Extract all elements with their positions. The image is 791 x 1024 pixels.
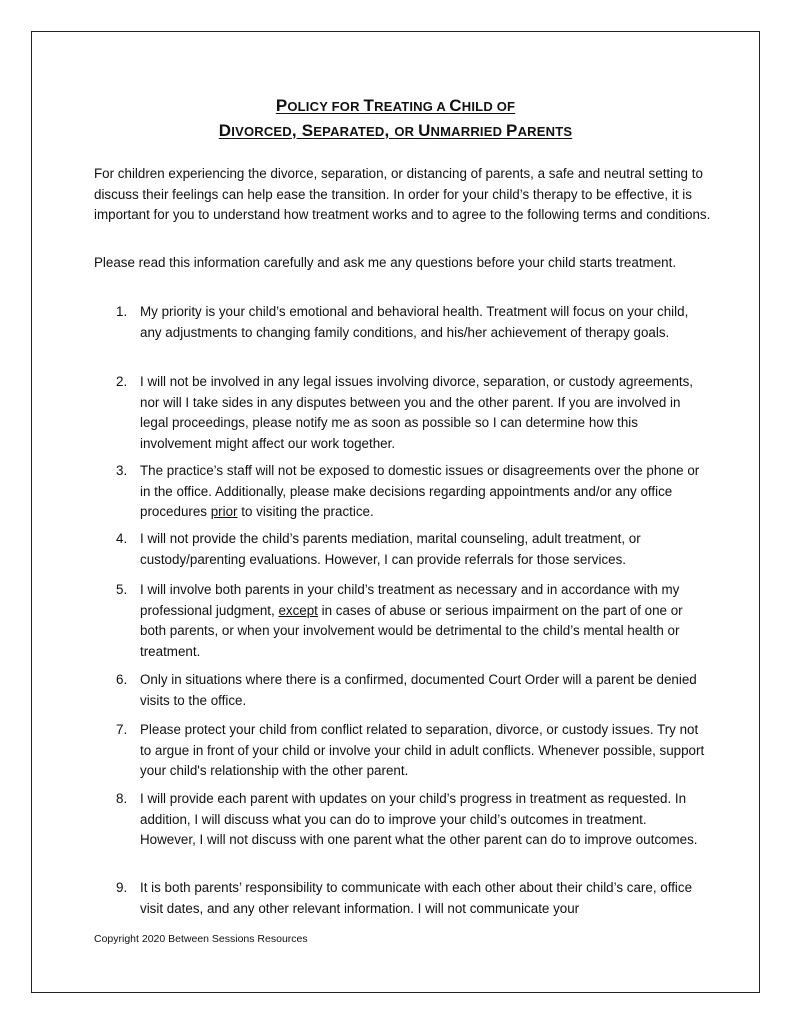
- item-text: Only in situations where there is a confirmed, documented Court Order will a parent be denied visits to the office.: [140, 672, 697, 708]
- list-item: [116, 529, 706, 570]
- item-text: It is both parents’ responsibility to communicate with each other about their child’s care, office visit dates, and any other relevant information. I will not communicate your: [140, 880, 693, 916]
- list-item: [116, 372, 706, 454]
- list-item: [116, 878, 706, 919]
- list-item: [116, 580, 706, 662]
- item-text: My priority is your child’s emotional and behavioral health. Treatment will focus on your child, any adjustments to changing family conditions, and his/her achievement of therapy goals.: [140, 304, 689, 340]
- item-number: 3.: [116, 463, 128, 478]
- item-number: 7.: [116, 722, 128, 737]
- underlined-word: except: [278, 602, 318, 618]
- instructions-paragraph: Please read this information carefully and ask me any questions before your child starts treatment.: [94, 255, 677, 270]
- item-text: I will involve both parents in your child’s treatment as necessary and in accordance with my professional judgment, except in cases of abuse or serious impairment on the part of one or both parents, or when your involvement would be detrimental to the child’s mental health or treatment.: [140, 582, 683, 659]
- item-number: 6.: [116, 672, 128, 687]
- list-item: [116, 720, 706, 782]
- list-item: [116, 789, 706, 851]
- list-item: [116, 302, 706, 343]
- copyright-footer: Copyright 2020 Between Sessions Resources: [94, 933, 308, 945]
- item-text: I will not provide the child’s parents mediation, marital counseling, adult treatment, or custody/parenting evaluations. However, I can provide referrals for those services.: [140, 531, 641, 567]
- intro-paragraph: For children experiencing the divorce, separation, or distancing of parents, a safe and neutral setting to discuss their feelings can help ease the transition. In order for your child’s therapy to be effective, it is important for you to understand how treatment works and to agree to the following terms and conditions.: [94, 166, 711, 222]
- underlined-word: prior: [210, 504, 238, 519]
- item-text: The practice’s staff will not be exposed to domestic issues or disagreements over the phone or in the office. Additionally, please make decisions regarding appointments and/or any office procedures prior to visiting the practice.: [140, 463, 700, 519]
- document-title-line-1: POLICY FOR TREATING A CHILD OF: [275, 96, 516, 115]
- document-title-line-2: DIVORCED, SEPARATED, OR UNMARRIED PARENTS: [218, 121, 573, 140]
- item-number: 4.: [116, 531, 128, 546]
- item-number: 8.: [116, 791, 128, 806]
- item-number: 2.: [116, 374, 128, 389]
- item-text: I will not be involved in any legal issues involving divorce, separation, or custody agreements, nor will I take sides in any disputes between you and the other parent. If you are involved in legal proceedings, please notify me as soon as possible so I can determine how this involvement might affect our work together.: [140, 374, 694, 451]
- item-number: 1.: [116, 304, 128, 319]
- item-text: Please protect your child from conflict related to separation, divorce, or custody issues. Try not to argue in front of your child or involve your child in adult conflicts. Whenever possible, support your child's relationship with the other parent.: [140, 722, 705, 778]
- list-item: [116, 461, 706, 523]
- item-text: I will provide each parent with updates on your child’s progress in treatment as requested. In addition, I will discuss what you can do to improve your child’s outcomes in treatment. However, I will not discuss with one parent what the other parent can do to improve outcomes.: [140, 791, 698, 847]
- item-number: 9.: [116, 880, 128, 895]
- item-number: 5.: [116, 582, 128, 597]
- list-item: [116, 670, 706, 711]
